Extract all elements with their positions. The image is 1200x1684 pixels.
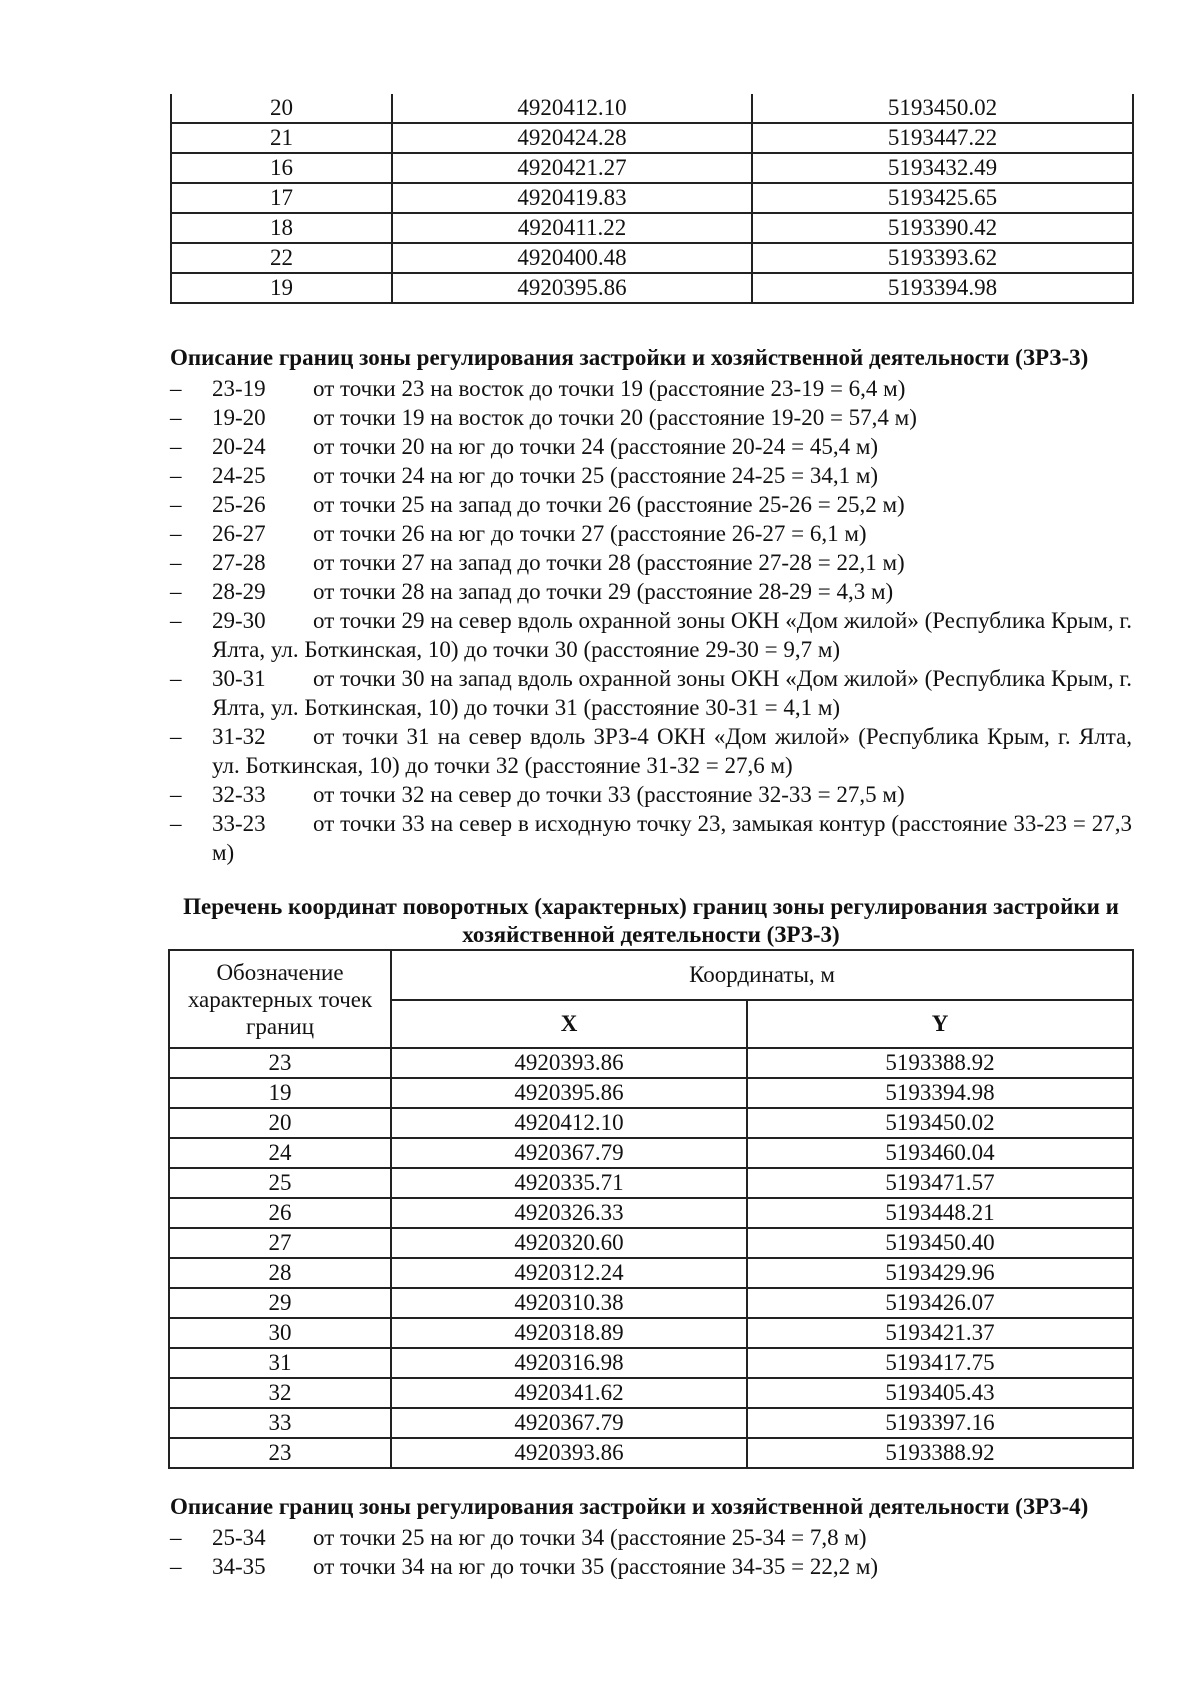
segment-code: 30-31 bbox=[212, 666, 266, 691]
y-coordinate-cell: 5193388.92 bbox=[747, 1438, 1133, 1468]
x-coordinate-cell: 4920341.62 bbox=[391, 1378, 747, 1408]
bullet-dash: – bbox=[170, 1525, 182, 1550]
y-coordinate-cell: 5193390.42 bbox=[752, 213, 1133, 243]
y-coordinate-cell: 5193471.57 bbox=[747, 1168, 1133, 1198]
y-coordinate-cell: 5193388.92 bbox=[747, 1048, 1133, 1078]
segment-code: 19-20 bbox=[212, 405, 266, 430]
segment-description: от точки 34 на юг до точки 35 (расстояние 34-35 = 22,2 м) bbox=[313, 1554, 879, 1579]
list-item bbox=[170, 664, 1132, 722]
y-coordinate-cell: 5193447.22 bbox=[752, 123, 1133, 153]
segment-description: от точки 28 на запад до точки 29 (расстояние 28-29 = 4,3 м) bbox=[313, 579, 894, 604]
segment-code: 29-30 bbox=[212, 608, 266, 633]
segment-code: 27-28 bbox=[212, 550, 266, 575]
x-coordinate-cell: 4920312.24 bbox=[391, 1258, 747, 1288]
bullet-dash: – bbox=[170, 608, 182, 633]
table-row bbox=[169, 1318, 1133, 1348]
point-number-cell: 33 bbox=[169, 1408, 391, 1438]
point-number-cell: 23 bbox=[169, 1048, 391, 1078]
point-number-cell: 20 bbox=[171, 94, 392, 123]
table-row bbox=[171, 213, 1133, 243]
zrz3-coordinates-title: Перечень координат поворотных (характерных) границ зоны регулирования застройки и хозяйственной деятельности (ЗРЗ-3) bbox=[183, 894, 1119, 947]
table-row bbox=[169, 1378, 1133, 1408]
list-item bbox=[170, 577, 1132, 606]
point-number-cell: 28 bbox=[169, 1258, 391, 1288]
table-row bbox=[169, 1258, 1133, 1288]
table-row bbox=[171, 183, 1133, 213]
segment-code: 28-29 bbox=[212, 579, 266, 604]
y-coordinate-cell: 5193425.65 bbox=[752, 183, 1133, 213]
point-number-cell: 29 bbox=[169, 1288, 391, 1318]
x-coordinate-cell: 4920367.79 bbox=[391, 1138, 747, 1168]
segment-description: от точки 30 на запад вдоль охранной зоны ОКН «Дом жилой» (Республика Крым, г. Ялта, ул. Боткинская, 10) до точки 31 (расстояние 30-31 = 4,1 м) bbox=[212, 666, 1132, 720]
list-item bbox=[170, 461, 1132, 490]
y-coordinate-cell: 5193448.21 bbox=[747, 1198, 1133, 1228]
point-number-cell: 22 bbox=[171, 243, 392, 273]
segment-description: от точки 32 на север до точки 33 (расстояние 32-33 = 27,5 м) bbox=[313, 782, 905, 807]
list-item bbox=[170, 374, 1132, 403]
y-coordinate-cell: 5193429.96 bbox=[747, 1258, 1133, 1288]
segment-code: 32-33 bbox=[212, 782, 266, 807]
segment-code: 20-24 bbox=[212, 434, 266, 459]
table-row bbox=[169, 1408, 1133, 1438]
y-coordinate-cell: 5193450.40 bbox=[747, 1228, 1133, 1258]
y-coordinate-cell: 5193426.07 bbox=[747, 1288, 1133, 1318]
x-coordinate-cell: 4920318.89 bbox=[391, 1318, 747, 1348]
point-number-cell: 17 bbox=[171, 183, 392, 213]
bullet-dash: – bbox=[170, 434, 182, 459]
segment-code: 23-19 bbox=[212, 376, 266, 401]
bullet-dash: – bbox=[170, 550, 182, 575]
x-coordinate-cell: 4920335.71 bbox=[391, 1168, 747, 1198]
x-coordinate-cell: 4920412.10 bbox=[391, 1108, 747, 1138]
segment-description: от точки 31 на север вдоль ЗРЗ-4 ОКН «Дом жилой» (Республика Крым, г. Ялта, ул. Боткинская, 10) до точки 32 (расстояние 31-32 = 27,6 м) bbox=[212, 724, 1132, 778]
list-item bbox=[170, 403, 1132, 432]
table-header bbox=[169, 950, 1133, 1048]
segment-description: от точки 20 на юг до точки 24 (расстояние 20-24 = 45,4 м) bbox=[313, 434, 879, 459]
y-coordinate-cell: 5193421.37 bbox=[747, 1318, 1133, 1348]
y-coordinate-cell: 5193393.62 bbox=[752, 243, 1133, 273]
coordinates-table-body bbox=[169, 1048, 1133, 1468]
list-item bbox=[170, 780, 1132, 809]
bullet-dash: – bbox=[170, 666, 182, 691]
point-number-cell: 25 bbox=[169, 1168, 391, 1198]
y-coordinate-cell: 5193460.04 bbox=[747, 1138, 1133, 1168]
table-row bbox=[169, 1168, 1133, 1198]
list-item bbox=[170, 809, 1132, 867]
zrz3-coordinates-table bbox=[168, 949, 1134, 1469]
segment-description: от точки 27 на запад до точки 28 (расстояние 27-28 = 22,1 м) bbox=[313, 550, 905, 575]
segment-code: 25-34 bbox=[212, 1525, 266, 1550]
x-column-header: X bbox=[391, 1000, 747, 1048]
list-item bbox=[170, 490, 1132, 519]
table-row bbox=[169, 1348, 1133, 1378]
table-row bbox=[171, 273, 1133, 303]
bullet-dash: – bbox=[170, 492, 182, 517]
segment-description: от точки 25 на запад до точки 26 (расстояние 25-26 = 25,2 м) bbox=[313, 492, 905, 517]
zrz3-boundary-list bbox=[170, 374, 1132, 867]
x-coordinate-cell: 4920326.33 bbox=[391, 1198, 747, 1228]
x-coordinate-cell: 4920395.86 bbox=[392, 273, 752, 303]
x-coordinate-cell: 4920310.38 bbox=[391, 1288, 747, 1318]
segment-description: от точки 26 на юг до точки 27 (расстояние 26-27 = 6,1 м) bbox=[313, 521, 867, 546]
segment-description: от точки 29 на север вдоль охранной зоны ОКН «Дом жилой» (Республика Крым, г. Ялта, ул. Боткинская, 10) до точки 30 (расстояние 29-30 = 9,7 м) bbox=[212, 608, 1132, 662]
x-coordinate-cell: 4920316.98 bbox=[391, 1348, 747, 1378]
point-number-cell: 30 bbox=[169, 1318, 391, 1348]
list-item bbox=[170, 548, 1132, 577]
x-coordinate-cell: 4920424.28 bbox=[392, 123, 752, 153]
segment-code: 24-25 bbox=[212, 463, 266, 488]
segment-code: 34-35 bbox=[212, 1554, 266, 1579]
table-row bbox=[169, 1438, 1133, 1468]
y-coordinate-cell: 5193417.75 bbox=[747, 1348, 1133, 1378]
bullet-dash: – bbox=[170, 782, 182, 807]
table-row bbox=[169, 1138, 1133, 1168]
table-row bbox=[169, 1228, 1133, 1258]
coordinates-table-continued bbox=[170, 94, 1134, 304]
bullet-dash: – bbox=[170, 1554, 182, 1579]
table-row bbox=[171, 123, 1133, 153]
y-coordinate-cell: 5193450.02 bbox=[747, 1108, 1133, 1138]
list-item bbox=[170, 432, 1132, 461]
point-number-cell: 23 bbox=[169, 1438, 391, 1468]
point-number-cell: 26 bbox=[169, 1198, 391, 1228]
x-coordinate-cell: 4920395.86 bbox=[391, 1078, 747, 1108]
table-row bbox=[169, 1048, 1133, 1078]
x-coordinate-cell: 4920411.22 bbox=[392, 213, 752, 243]
segment-code: 31-32 bbox=[212, 724, 266, 749]
zrz3-description-title: Описание границ зоны регулирования застройки и хозяйственной деятельности (ЗРЗ-3) bbox=[170, 345, 1089, 370]
coordinates-table-body bbox=[171, 94, 1133, 303]
zrz4-description-title: Описание границ зоны регулирования застройки и хозяйственной деятельности (ЗРЗ-4) bbox=[170, 1494, 1089, 1519]
x-coordinate-cell: 4920421.27 bbox=[392, 153, 752, 183]
table-row bbox=[171, 243, 1133, 273]
y-coordinate-cell: 5193432.49 bbox=[752, 153, 1133, 183]
list-item bbox=[170, 606, 1132, 664]
point-number-cell: 27 bbox=[169, 1228, 391, 1258]
table-row bbox=[171, 94, 1133, 123]
bullet-dash: – bbox=[170, 463, 182, 488]
table-row bbox=[169, 1198, 1133, 1228]
point-number-cell: 32 bbox=[169, 1378, 391, 1408]
point-number-cell: 20 bbox=[169, 1108, 391, 1138]
point-number-cell: 19 bbox=[171, 273, 392, 303]
x-coordinate-cell: 4920412.10 bbox=[392, 94, 752, 123]
point-designation-header: Обозначение характерных точек границ bbox=[169, 950, 391, 1048]
point-number-cell: 24 bbox=[169, 1138, 391, 1168]
bullet-dash: – bbox=[170, 579, 182, 604]
y-coordinate-cell: 5193394.98 bbox=[747, 1078, 1133, 1108]
segment-description: от точки 24 на юг до точки 25 (расстояние 24-25 = 34,1 м) bbox=[313, 463, 879, 488]
bullet-dash: – bbox=[170, 724, 182, 749]
point-number-cell: 18 bbox=[171, 213, 392, 243]
table-row bbox=[169, 1078, 1133, 1108]
x-coordinate-cell: 4920320.60 bbox=[391, 1228, 747, 1258]
x-coordinate-cell: 4920419.83 bbox=[392, 183, 752, 213]
y-coordinate-cell: 5193405.43 bbox=[747, 1378, 1133, 1408]
point-number-cell: 16 bbox=[171, 153, 392, 183]
x-coordinate-cell: 4920367.79 bbox=[391, 1408, 747, 1438]
y-coordinate-cell: 5193397.16 bbox=[747, 1408, 1133, 1438]
bullet-dash: – bbox=[170, 521, 182, 546]
bullet-dash: – bbox=[170, 405, 182, 430]
segment-description: от точки 33 на север в исходную точку 23, замыкая контур (расстояние 33-23 = 27,3 м) bbox=[212, 811, 1132, 865]
list-item bbox=[170, 722, 1132, 780]
segment-description: от точки 19 на восток до точки 20 (расстояние 19-20 = 57,4 м) bbox=[313, 405, 917, 430]
table-row bbox=[169, 1108, 1133, 1138]
segment-code: 33-23 bbox=[212, 811, 266, 836]
segment-description: от точки 23 на восток до точки 19 (расстояние 23-19 = 6,4 м) bbox=[313, 376, 906, 401]
y-column-header: Y bbox=[747, 1000, 1133, 1048]
segment-description: от точки 25 на юг до точки 34 (расстояние 25-34 = 7,8 м) bbox=[313, 1525, 867, 1550]
segment-code: 25-26 bbox=[212, 492, 266, 517]
table-row bbox=[171, 153, 1133, 183]
y-coordinate-cell: 5193394.98 bbox=[752, 273, 1133, 303]
x-coordinate-cell: 4920393.86 bbox=[391, 1048, 747, 1078]
coordinates-header: Координаты, м bbox=[391, 950, 1133, 1000]
list-item bbox=[170, 1523, 1132, 1552]
bullet-dash: – bbox=[170, 811, 182, 836]
zrz4-boundary-list bbox=[170, 1523, 1132, 1581]
y-coordinate-cell: 5193450.02 bbox=[752, 94, 1133, 123]
point-number-cell: 19 bbox=[169, 1078, 391, 1108]
list-item bbox=[170, 519, 1132, 548]
x-coordinate-cell: 4920400.48 bbox=[392, 243, 752, 273]
point-number-cell: 31 bbox=[169, 1348, 391, 1378]
point-number-cell: 21 bbox=[171, 123, 392, 153]
segment-code: 26-27 bbox=[212, 521, 266, 546]
table-row bbox=[169, 1288, 1133, 1318]
list-item bbox=[170, 1552, 1132, 1581]
x-coordinate-cell: 4920393.86 bbox=[391, 1438, 747, 1468]
bullet-dash: – bbox=[170, 376, 182, 401]
